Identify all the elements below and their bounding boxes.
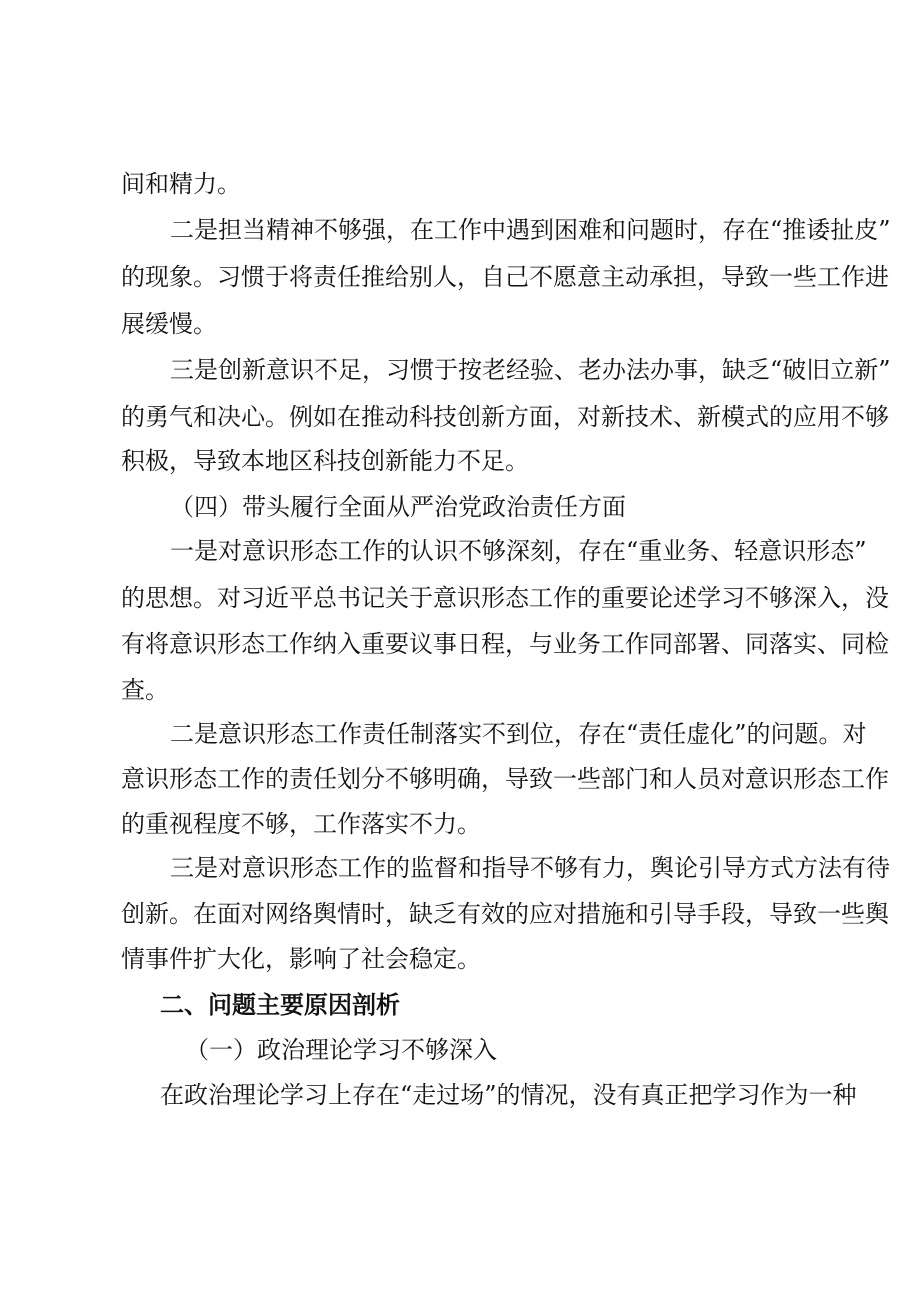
- text-line: 情事件扩大化，影响了社会稳定。: [121, 945, 481, 973]
- text-line: 的思想。对习近平总书记关于意识形态工作的重要论述学习不够深入，没: [121, 584, 889, 612]
- section-heading: （一）政治理论学习不够深入: [185, 1036, 497, 1064]
- text-line: 三是对意识形态工作的监督和指导不够有力，舆论引导方式方法有待: [170, 854, 890, 882]
- text-line: 创新。在面对网络舆情时，缺乏有效的应对措施和引导手段，导致一些舆: [121, 900, 889, 928]
- section-heading: （四）带头履行全面从严治党政治责任方面: [170, 493, 626, 521]
- text-line: 在政治理论学习上存在“走过场”的情况，没有真正把学习作为一种: [160, 1081, 857, 1109]
- text-line: 二是意识形态工作责任制落实不到位，存在“责任虚化”的问题。对: [170, 720, 867, 748]
- text-line: 有将意识形态工作纳入重要议事日程，与业务工作同部署、同落实、同检: [121, 630, 889, 658]
- text-line: 二是担当精神不够强，在工作中遇到困难和问题时，存在“推诿扯皮”: [170, 216, 891, 244]
- text-line: 一是对意识形态工作的认识不够深刻，存在“重业务、轻意识形态”: [170, 537, 867, 565]
- text-line: 查。: [121, 676, 169, 704]
- text-line: 意识形态工作的责任划分不够明确，导致一些部门和人员对意识形态工作: [121, 765, 889, 793]
- text-line: 间和精力。: [121, 170, 241, 198]
- chapter-heading: 二、问题主要原因剖析: [160, 990, 400, 1019]
- text-line: 的重视程度不够，工作落实不力。: [121, 810, 481, 838]
- text-line: 的勇气和决心。例如在推动科技创新方面，对新技术、新模式的应用不够: [121, 403, 889, 431]
- text-line: 积极，导致本地区科技创新能力不足。: [121, 447, 529, 475]
- text-line: 三是创新意识不足，习惯于按老经验、老办法办事，缺乏“破旧立新”: [170, 356, 891, 384]
- text-line: 的现象。习惯于将责任推给别人，自己不愿意主动承担，导致一些工作进: [121, 263, 889, 291]
- text-line: 展缓慢。: [121, 310, 217, 338]
